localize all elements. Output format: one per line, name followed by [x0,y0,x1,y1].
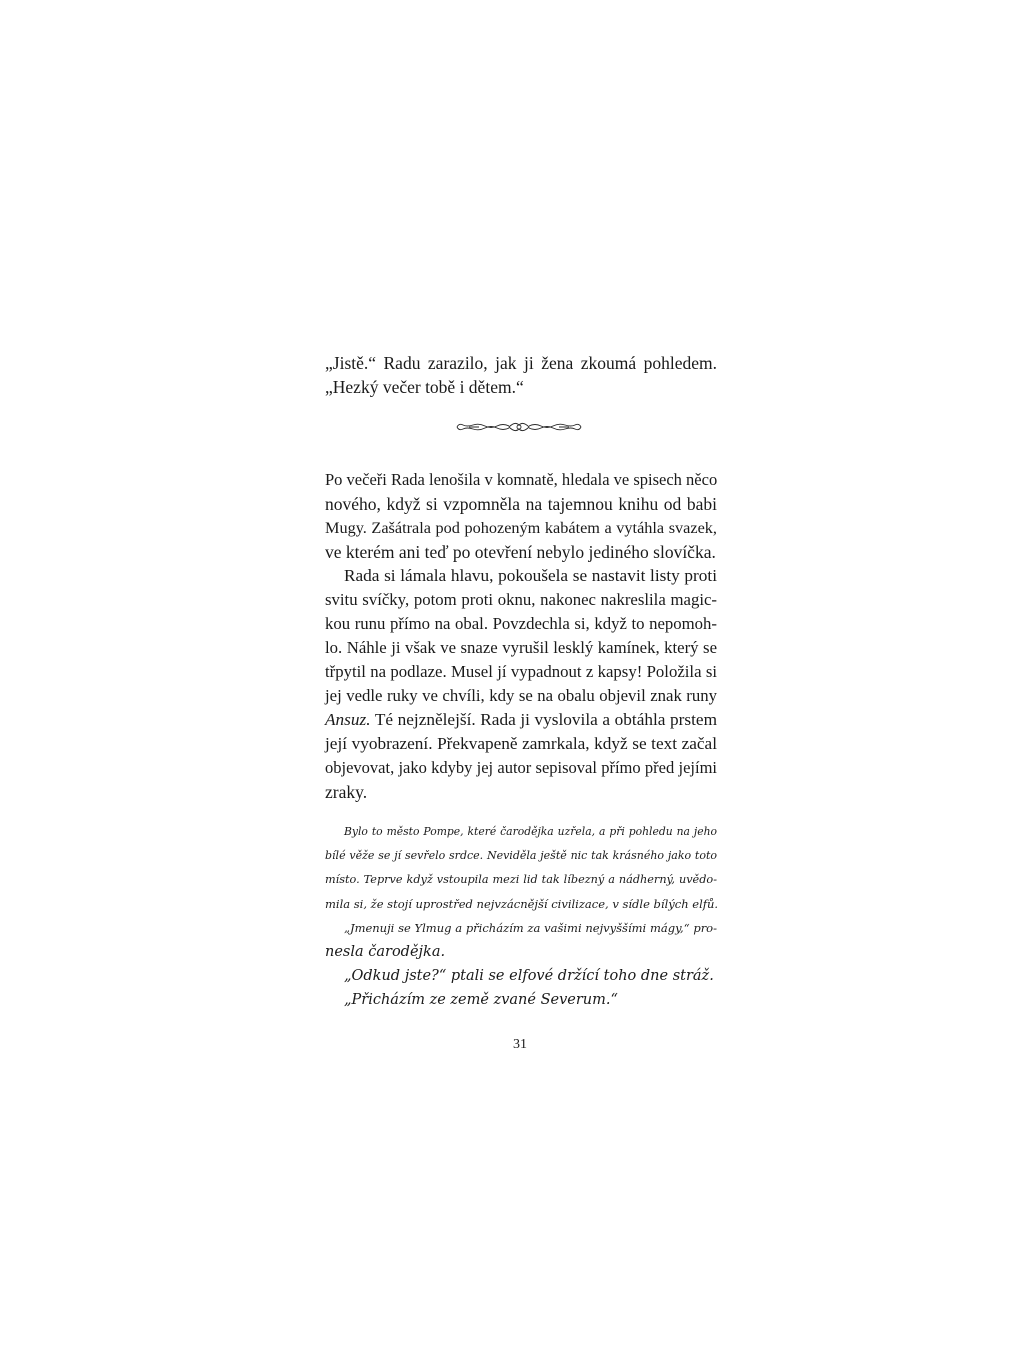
text-line: Rada si lámala hlavu, pokoušela se nastavit listy proti [344,566,717,585]
text-line: svitu svíčky, potom proti oknu, nakonec nakreslila magic- [325,590,717,609]
text-line: „Jistě.“ Radu zarazilo, jak ji žena zkoumá pohledem. [325,353,717,373]
text-line: jej vedle ruky ve chvíli, kdy se na obalu objevil znak runy [325,686,717,705]
text-line: ve kterém ani teď po otevření nebylo jediného slovíčka. [325,542,716,562]
ornament-divider [455,420,583,434]
text-line: lo. Náhle ji však ve snaze vyrušil lesklý kamínek, který se [325,638,717,657]
italic-line: místo. Teprve když vstoupila mezi lid tak líbezný a nádherný, uvědo- [325,873,717,886]
italic-line: nesla čarodějka. [325,944,446,960]
text-line: třpytil na podlaze. Musel jí vypadnout z kapsy! Položila si [325,662,717,681]
text-line: objevovat, jako kdyby jej autor sepisoval přímo před jejími [325,758,717,777]
text-line: kou runu přímo na obal. Povzdechla si, když to nepomoh- [325,614,717,633]
text-line: její vyobrazení. Překvapeně zamrkala, když se text začal [325,734,717,753]
page-number: 31 [513,1037,527,1052]
rune-name: Ansuz. [325,710,371,729]
text-line: Ansuz. Té nejznělejší. Rada ji vyslovila a obtáhla prstem [325,710,717,729]
italic-line: Bylo to město Pompe, které čarodějka uzřela, a při pohledu na jeho [344,825,717,838]
italic-line: „Přicházím ze země zvané Severum.“ [344,992,618,1008]
text-line: Mugy. Zašátrala pod pohozeným kabátem a vytáhla svazek, [325,519,717,537]
italic-line: „Jmenuji se Ylmug a přicházím za vašimi nejvyššími mágy,“ pro- [344,921,717,935]
italic-line: mila si, že stojí uprostřed nejvzácnější civilizace, v sídle bílých elfů. [325,897,719,911]
text-line: zraky. [325,782,368,802]
text-line: nového, když si vzpomněla na tajemnou knihu od babi [325,494,717,514]
italic-line: „Odkud jste?“ ptali se elfové držící toho dne stráž. [344,968,714,984]
italic-line: bílé věže se jí sevřelo srdce. Neviděla ještě nic tak krásného jako toto [325,849,717,862]
text-line: „Hezký večer tobě i dětem.“ [325,377,524,397]
text-line: Po večeři Rada lenošila v komnatě, hledala ve spisech něco [325,470,718,489]
